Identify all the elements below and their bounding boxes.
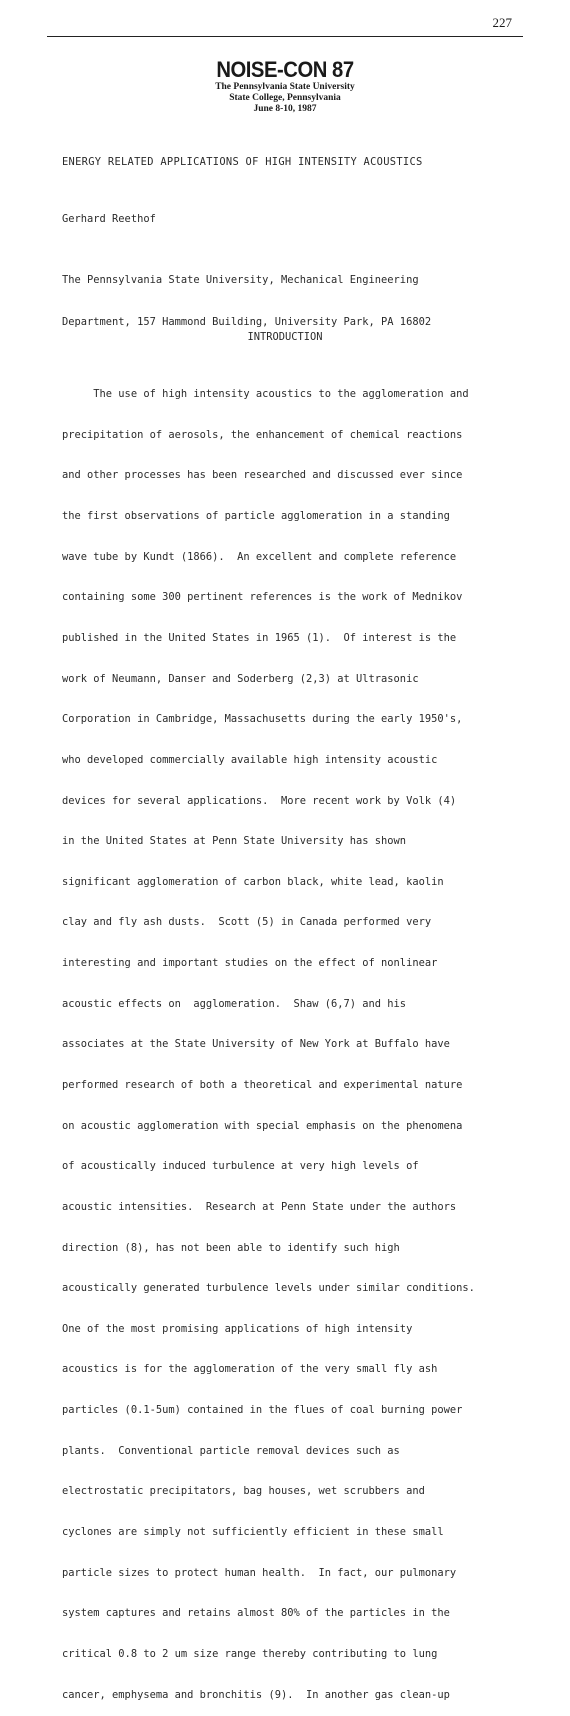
affiliation-line: The Pennsylvania State University, Mechanical Engineering (62, 274, 419, 286)
introduction-body (62, 361, 532, 1716)
body-line: wave tube by Kundt (1866). An excellent and complete reference (62, 550, 457, 563)
author-affiliation (62, 245, 431, 343)
body-line: precipitation of aerosols, the enhancement of chemical reactions (62, 428, 463, 441)
body-line: of acoustically induced turbulence at very high levels of (62, 1160, 419, 1173)
body-line: Corporation in Cambridge, Massachusetts during the early 1950's, (62, 713, 463, 726)
body-line: particle sizes to protect human health. In fact, our pulmonary (62, 1566, 457, 1579)
body-line: cyclones are simply not sufficiently efficient in these small (62, 1526, 444, 1539)
conference-university: The Pennsylvania State University (215, 82, 355, 92)
body-line: performed research of both a theoretical and experimental nature (62, 1078, 463, 1091)
body-line: acoustically generated turbulence levels under similar conditions. (62, 1282, 475, 1295)
header-rule (47, 36, 523, 37)
body-line: acoustic intensities. Research at Penn State under the authors (62, 1200, 457, 1213)
body-line: direction (8), has not been able to identify such high (62, 1241, 400, 1254)
conference-dates: June 8-10, 1987 (253, 104, 317, 114)
body-line: One of the most promising applications of high intensity (62, 1322, 413, 1335)
body-line: The use of high intensity acoustics to the agglomeration and (62, 388, 469, 401)
body-line: in the United States at Penn State University has shown (62, 835, 407, 848)
body-line: published in the United States in 1965 (1). Of interest is the (62, 631, 457, 644)
body-line: critical 0.8 to 2 um size range thereby contributing to lung (62, 1647, 438, 1660)
conference-name: NOISE-CON 87 (216, 57, 354, 82)
body-line: associates at the State University of New York at Buffalo have (62, 1038, 450, 1051)
body-line: containing some 300 pertinent references is the work of Mednikov (62, 591, 463, 604)
affiliation-line: Department, 157 Hammond Building, University Park, PA 16802 (62, 316, 432, 328)
body-line: interesting and important studies on the effect of nonlinear (62, 957, 438, 970)
body-line: work of Neumann, Danser and Soderberg (2,3) at Ultrasonic (62, 672, 419, 685)
body-line: system captures and retains almost 80% of the particles in the (62, 1607, 450, 1620)
author-name: Gerhard Reethof (62, 213, 156, 225)
body-line: devices for several applications. More recent work by Volk (4) (62, 794, 457, 807)
body-line: electrostatic precipitators, bag houses, wet scrubbers and (62, 1485, 425, 1498)
body-line: acoustic effects on agglomeration. Shaw (6,7) and his (62, 997, 407, 1010)
paper-title: ENERGY RELATED APPLICATIONS OF HIGH INTENSITY ACOUSTICS (62, 156, 423, 168)
body-line: and other processes has been researched and discussed ever since (62, 469, 463, 482)
body-line: plants. Conventional particle removal devices such as (62, 1444, 400, 1457)
body-line: on acoustic agglomeration with special emphasis on the phenomena (62, 1119, 463, 1132)
body-line: acoustics is for the agglomeration of the very small fly ash (62, 1363, 438, 1376)
section-heading: INTRODUCTION (247, 331, 323, 343)
body-line: the first observations of particle agglomeration in a standing (62, 510, 450, 523)
body-line: particles (0.1-5um) contained in the flues of coal burning power (62, 1404, 463, 1417)
body-line: significant agglomeration of carbon black, white lead, kaolin (62, 875, 444, 888)
body-line: who developed commercially available high intensity acoustic (62, 753, 438, 766)
conference-masthead (0, 58, 570, 115)
conference-location: State College, Pennsylvania (229, 93, 341, 103)
page-number: 227 (492, 15, 512, 30)
body-line: clay and fly ash dusts. Scott (5) in Canada performed very (62, 916, 432, 929)
body-line: cancer, emphysema and bronchitis (9). In another gas clean-up (62, 1688, 450, 1701)
